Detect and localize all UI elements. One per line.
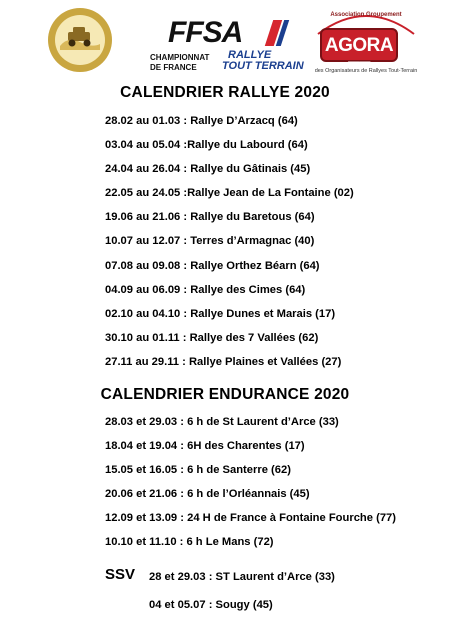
endurance-event: 10.10 et 11.10 : 6 h Le Mans (72) (105, 536, 274, 549)
ssv-event: 28 et 29.03 : ST Laurent d’Arce (33) (149, 571, 335, 583)
rallye-event: 03.04 au 05.04 :Rallye du Labourd (64) (105, 139, 308, 152)
ffsa-wordmark: FFSA (168, 16, 243, 49)
calendrier-endurance-title: CALENDRIER ENDURANCE 2020 (100, 386, 350, 403)
endurance-event: 20.06 et 21.06 : 6 h de l’Orléannais (45) (105, 488, 310, 501)
ffsa-rallye-text: RALLYE (228, 49, 272, 61)
rallye-event: 02.10 au 04.10 : Rallye Dunes et Marais (17) (105, 307, 336, 320)
rallye-event: 04.09 au 06.09 : Rallye des Cimes (64) (105, 283, 306, 296)
rallye-event: 30.10 au 01.11 : Rallye des 7 Vallées (62) (105, 331, 319, 344)
ssv-event: 04 et 05.07 : Sougy (45) (149, 599, 273, 611)
ffsa-championnat-text: CHAMPIONNAT (150, 53, 210, 62)
agora-subtitle: des Organisateurs de Rallyes Tout-Terrain (314, 68, 418, 74)
rallye-event: 24.04 au 26.04 : Rallye du Gâtinais (45) (105, 163, 311, 176)
calendrier-rallye-title: CALENDRIER RALLYE 2020 (120, 84, 330, 101)
endurance-event: 28.03 et 29.03 : 6 h de St Laurent d’Arce (33) (105, 416, 339, 428)
endurance-event: 18.04 et 19.04 : 6H des Charentes (17) (105, 440, 305, 453)
ffsa-championnat-logo (150, 16, 304, 74)
championnat-rallye-tout-terrain-dunes-et-marais-logo (46, 6, 114, 74)
rallye-event: 27.11 au 29.11 : Rallye Plaines et Vallées (27) (105, 355, 342, 368)
ssv-label: SSV (105, 566, 136, 583)
rallye-event-list (105, 113, 354, 378)
endurance-event-list (105, 414, 396, 559)
rallye-event: 28.02 au 01.03 : Rallye D’Arzacq (64) (105, 115, 298, 127)
agora-association-text: Association Groupement (330, 12, 402, 18)
rallye-event: 22.05 au 24.05 :Rallye Jean de La Fontaine (02) (105, 187, 354, 200)
rallye-event: 10.07 au 12.07 : Terres d’Armagnac (40) (105, 235, 315, 248)
agora-name: AGORA TT (324, 35, 394, 80)
endurance-event: 12.09 et 13.09 : 24 H de France à Fontaine Fourche (77) (105, 512, 396, 525)
agora-tt-logo (308, 4, 424, 82)
endurance-event: 15.05 et 16.05 : 6 h de Santerre (62) (105, 464, 291, 477)
rallye-event: 07.08 au 09.08 : Rallye Orthez Béarn (64) (105, 259, 320, 272)
ffsa-de-france-text: DE FRANCE (150, 63, 197, 72)
ffsa-tout-terrain-text: TOUT TERRAIN (222, 60, 304, 72)
dunes-et-marais-emblem (46, 6, 114, 74)
rallye-event: 19.06 au 21.06 : Rallye du Baretous (64) (105, 211, 315, 224)
